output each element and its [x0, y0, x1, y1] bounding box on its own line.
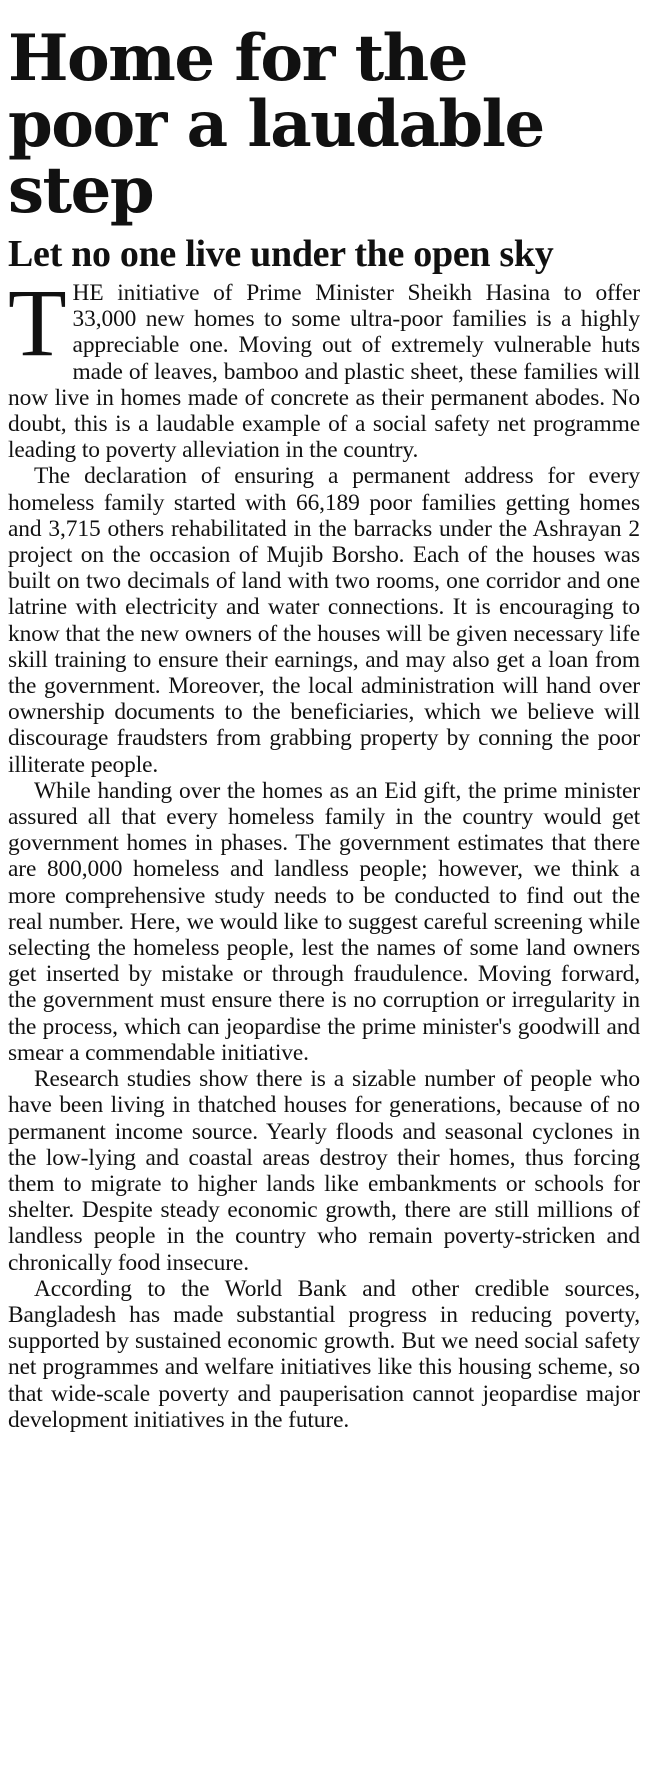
- drop-cap: T: [8, 269, 67, 376]
- subheadline: Let no one live under the open sky: [8, 233, 554, 275]
- paragraph-2: The declaration of ensuring a permanent address for every homeless family started with 66,189 poor families getting homes and 3,715 others rehabilitated in the barracks under the Ashrayan 2 project on the occasion of Mujib Borsho. Each of the houses was built on two decimals of land with two rooms, one corridor and one latrine with electricity and water connections. It is encouraging to know that the new owners of the houses will be given necessary life skill training to ensure their earnings, and may also get a loan from the government. Moreover, the local administration will hand over ownership documents to the beneficiaries, which we believe will discourage fraudsters from grabbing property by conning the poor illiterate people.: [8, 463, 640, 778]
- headline-line-3: step: [8, 153, 154, 228]
- paragraph-1-text: HE initiative of Prime Minister Sheikh Hasina to offer 33,000 new homes to some ultra-poor families is a highly appreciable one. Moving out of extremely vulnerable huts made of leaves, bamboo and plastic sheet, these families will now live in homes made of concrete as their permanent abodes. No doubt, this is a laudable example of a social safety net programme leading to poverty alleviation in the country.: [8, 280, 640, 464]
- headline: [8, 21, 640, 228]
- article-body: [8, 269, 640, 1433]
- paragraph-5: According to the World Bank and other credible sources, Bangladesh has made substantial progress in reducing poverty, supported by sustained economic growth. But we need social safety net programmes and welfare initiatives like this housing scheme, so that wide-scale poverty and pauperisation cannot jeopardise major development initiatives in the future.: [8, 1275, 640, 1433]
- editorial-article: [8, 0, 640, 1433]
- headline-line-2: poor a laudable: [8, 87, 544, 162]
- paragraph-4: Research studies show there is a sizable number of people who have been living in thatched houses for generations, because of no permanent income source. Yearly floods and seasonal cyclones in the low-lying and coastal areas destroy their homes, thus forcing them to migrate to higher lands like embankments or schools for shelter. Despite steady economic growth, there are still millions of landless people in the country who remain poverty-stricken and chronically food insecure.: [8, 1066, 640, 1276]
- paragraph-1: [8, 269, 640, 464]
- paragraph-3: While handing over the homes as an Eid gift, the prime minister assured all that every homeless family in the country would get government homes in phases. The government estimates that there are 800,000 homeless and landless people; however, we think a more comprehensive study needs to be conducted to find out the real number. Here, we would like to suggest careful screening while selecting the homeless people, lest the names of some land owners get inserted by mistake or through fraudulence. Moving forward, the government must ensure there is no corruption or irregularity in the process, which can jeopardise the prime minister's goodwill and smear a commendable initiative.: [8, 777, 640, 1066]
- headline-line-1: Home for the: [8, 21, 467, 96]
